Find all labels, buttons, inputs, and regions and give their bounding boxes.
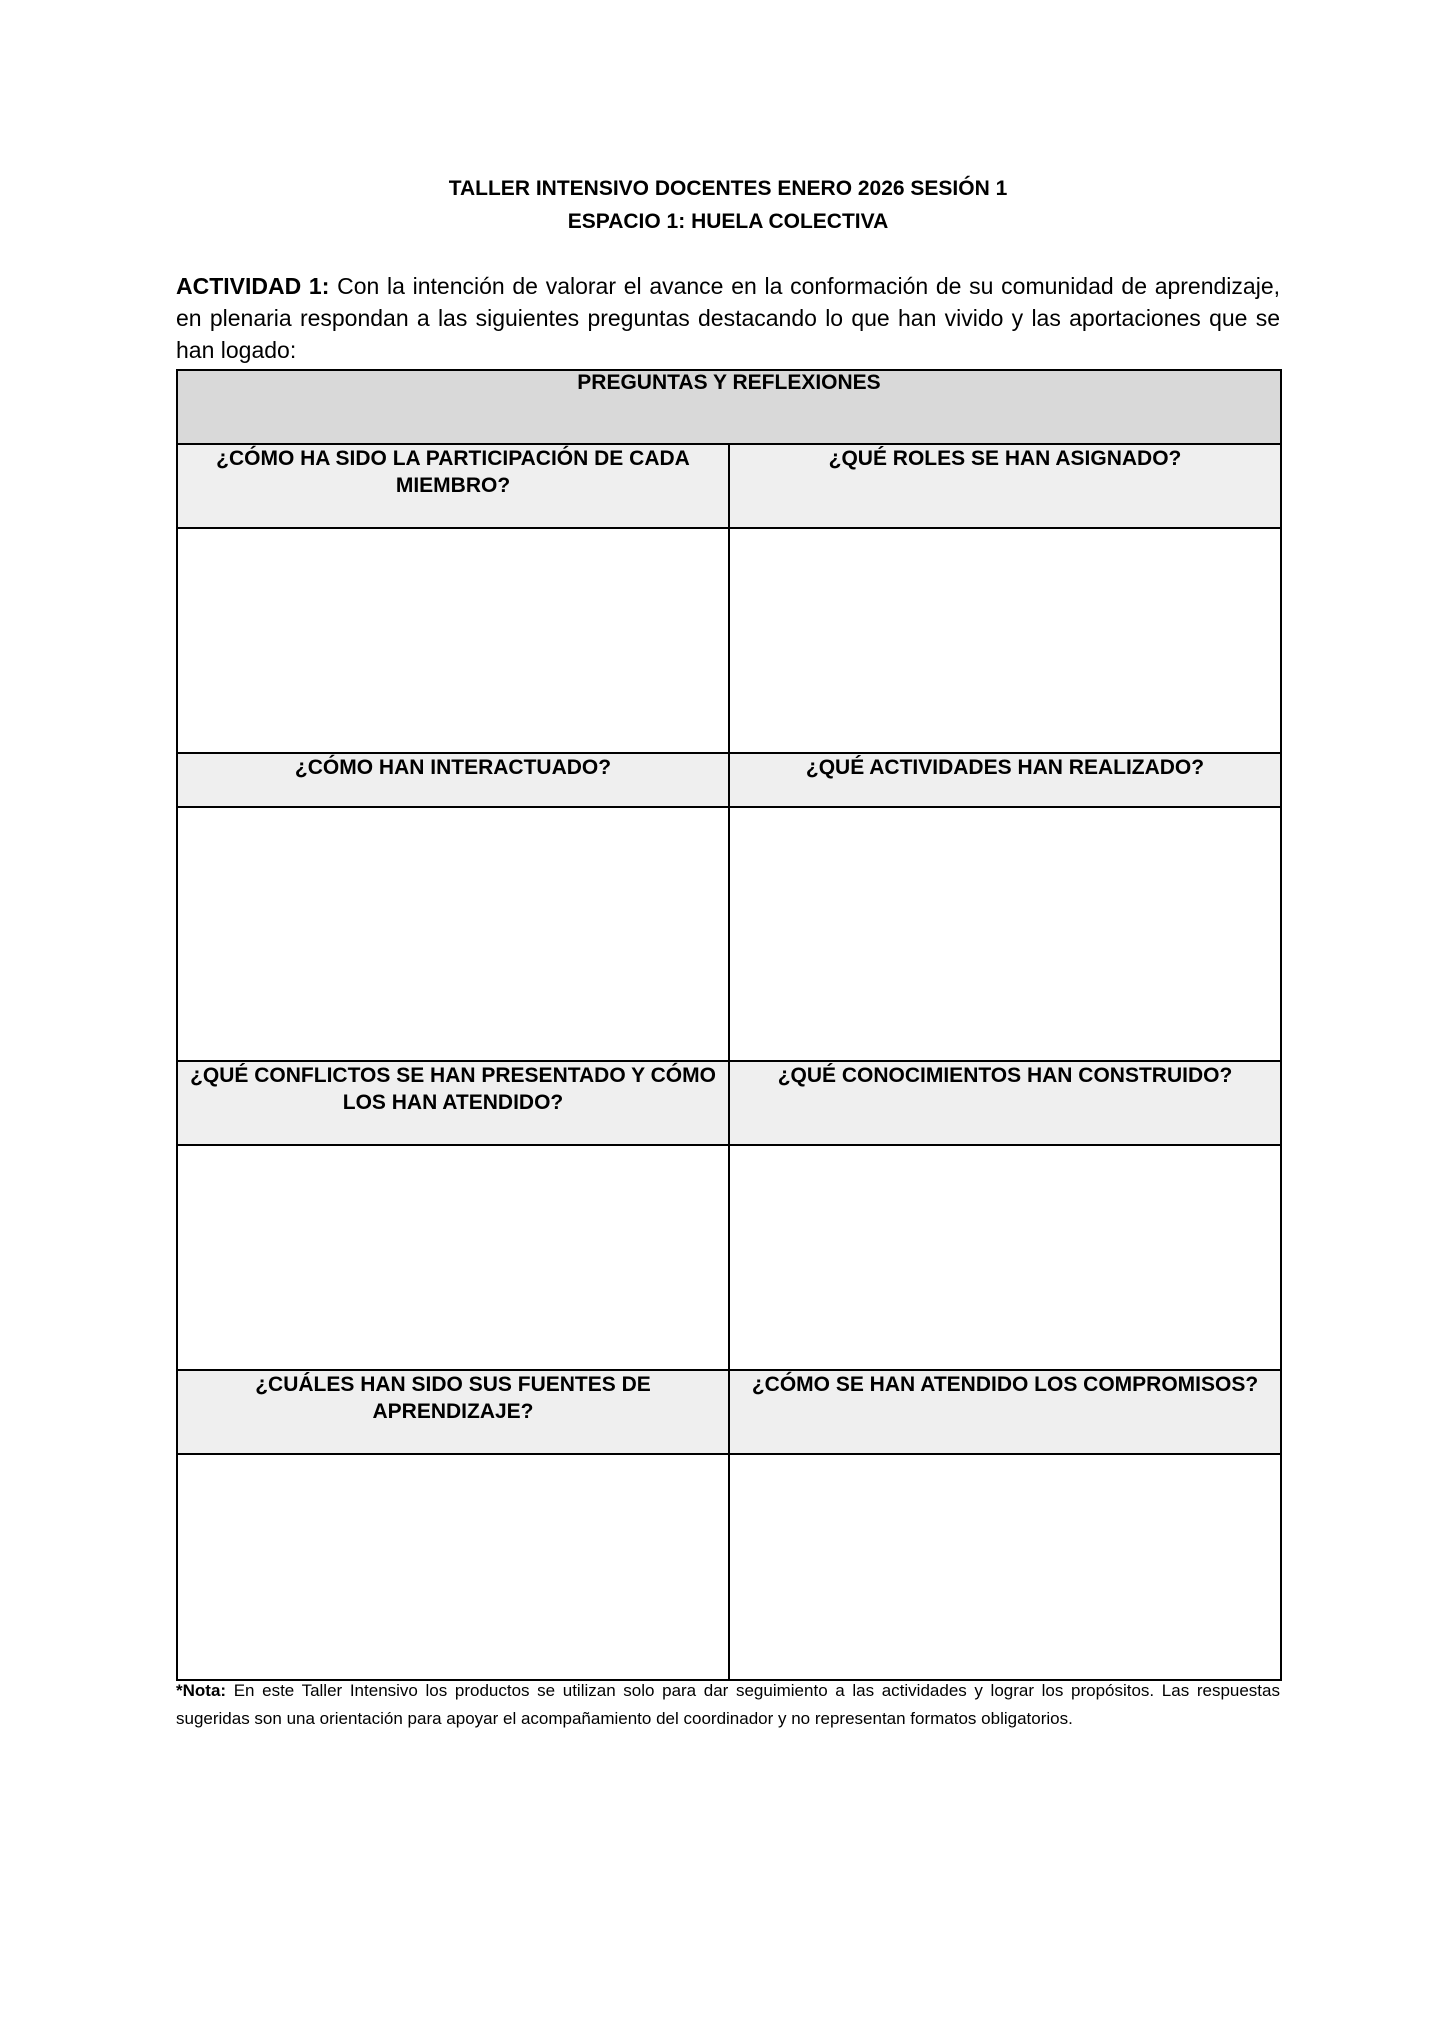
- question-roles: ¿QUÉ ROLES SE HAN ASIGNADO?: [729, 444, 1281, 528]
- answer-row: [177, 528, 1281, 753]
- answer-row: [177, 1454, 1281, 1680]
- title-line-1: TALLER INTENSIVO DOCENTES ENERO 2026 SESIÓN 1: [448, 177, 1008, 200]
- footnote-label: *Nota:: [176, 1681, 227, 1700]
- question-interaction: ¿CÓMO HAN INTERACTUADO?: [177, 753, 729, 807]
- question-row: [177, 1370, 1281, 1454]
- table-header: PREGUNTAS Y REFLEXIONES: [177, 370, 1281, 444]
- answer-row: [177, 1145, 1281, 1370]
- answer-interaction[interactable]: [177, 807, 729, 1061]
- answer-row: [177, 807, 1281, 1061]
- footnote-text: En este Taller Intensivo los productos se utilizan solo para dar seguimiento a las actividades y lograr los propósitos. Las respuestas sugeridas son una orientación para apoyar el acompañamiento del coordinador y no representan formatos obligatorios.: [176, 1681, 1280, 1728]
- answer-participation[interactable]: [177, 528, 729, 753]
- footnote: [176, 1677, 1280, 1733]
- answer-roles[interactable]: [729, 528, 1281, 753]
- questions-table: [176, 369, 1282, 1681]
- activity-instructions: [176, 270, 1280, 366]
- question-row: [177, 1061, 1281, 1145]
- question-participation: ¿CÓMO HA SIDO LA PARTICIPACIÓN DE CADA MIEMBRO?: [177, 444, 729, 528]
- activity-label: ACTIVIDAD 1:: [176, 273, 330, 299]
- question-row: [177, 444, 1281, 528]
- activity-text: Con la intención de valorar el avance en la conformación de su comunidad de aprendizaje, en plenaria respondan a las siguientes preguntas destacando lo que han vivido y las aportaciones que se han logado:: [176, 273, 1280, 363]
- question-knowledge: ¿QUÉ CONOCIMIENTOS HAN CONSTRUIDO?: [729, 1061, 1281, 1145]
- answer-activities[interactable]: [729, 807, 1281, 1061]
- answer-conflicts[interactable]: [177, 1145, 729, 1370]
- table-header-row: [177, 370, 1281, 444]
- answer-sources[interactable]: [177, 1454, 729, 1680]
- question-conflicts: ¿QUÉ CONFLICTOS SE HAN PRESENTADO Y CÓMO LOS HAN ATENDIDO?: [177, 1061, 729, 1145]
- title-line-2: ESPACIO 1: HUELA COLECTIVA: [567, 210, 889, 233]
- document-title: [176, 172, 1280, 238]
- answer-knowledge[interactable]: [729, 1145, 1281, 1370]
- question-activities: ¿QUÉ ACTIVIDADES HAN REALIZADO?: [729, 753, 1281, 807]
- question-commitments: ¿CÓMO SE HAN ATENDIDO LOS COMPROMISOS?: [729, 1370, 1281, 1454]
- answer-commitments[interactable]: [729, 1454, 1281, 1680]
- question-sources: ¿CUÁLES HAN SIDO SUS FUENTES DE APRENDIZAJE?: [177, 1370, 729, 1454]
- question-row: [177, 753, 1281, 807]
